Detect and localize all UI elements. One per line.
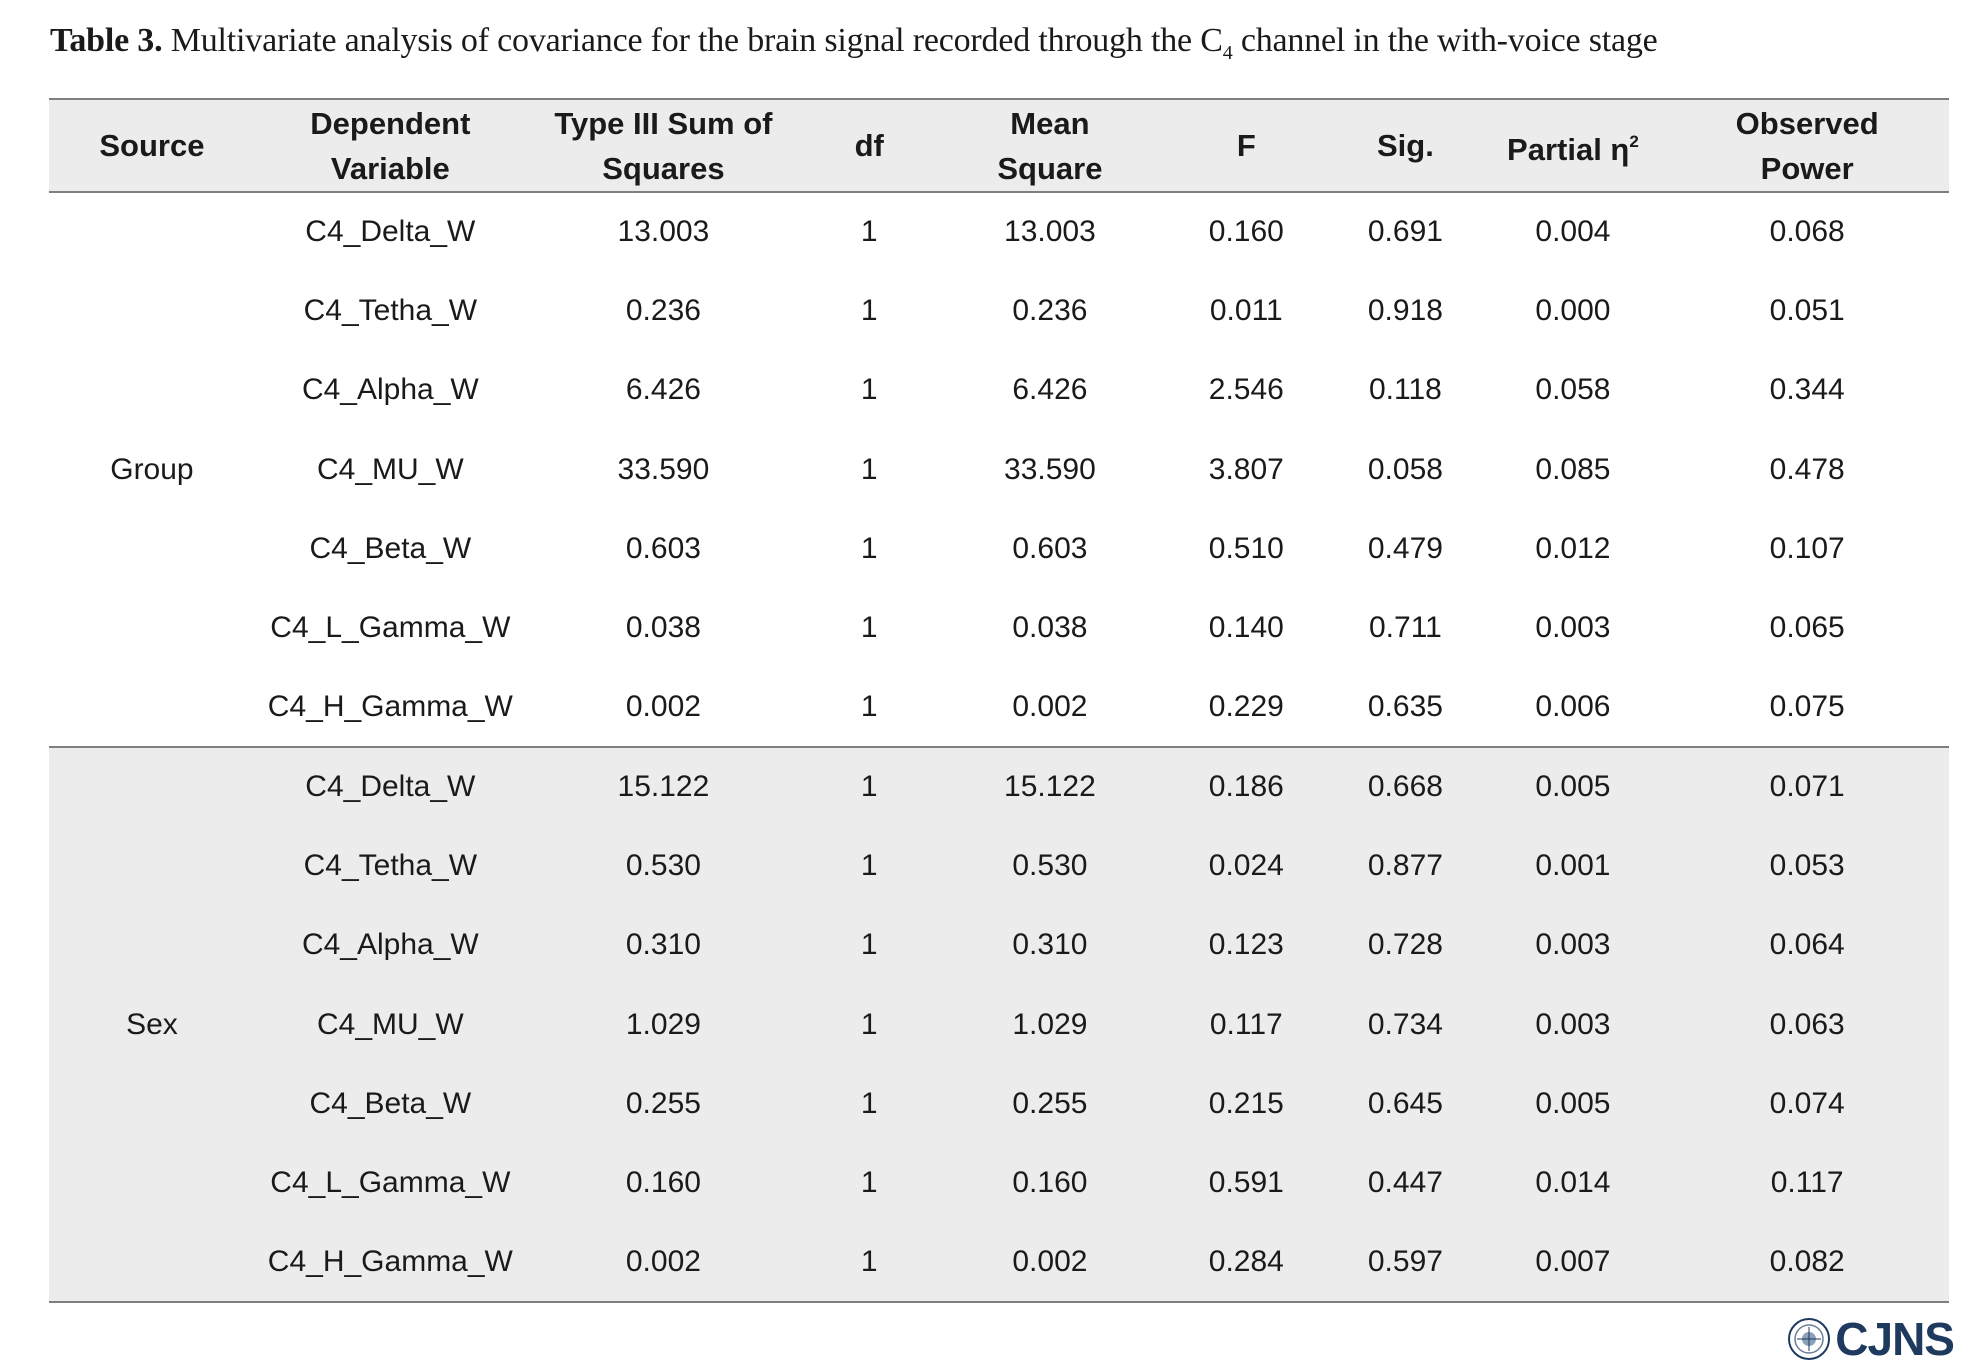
- sum-of-squares-cell: 13.003: [617, 215, 710, 249]
- observed-power-cell: 0.071: [1769, 770, 1845, 804]
- header-partial-eta: Partial $\eta^2$: [1507, 132, 1639, 167]
- partial-eta-cell: 0.003: [1535, 1007, 1611, 1041]
- mean-square-cell: 0.255: [1012, 1086, 1088, 1120]
- partial-eta-cell: 0.000: [1535, 293, 1611, 327]
- journal-seal-icon: [1787, 1317, 1831, 1361]
- df-cell: 1: [860, 1007, 878, 1041]
- dependent-variable-cell: C4_L_Gamma_W: [270, 611, 511, 645]
- sig-cell: 0.734: [1367, 1007, 1443, 1041]
- sig-cell: 0.479: [1367, 531, 1443, 565]
- partial-eta-cell: 0.003: [1535, 611, 1611, 645]
- group-section: [49, 192, 1949, 747]
- dependent-variable-cell: C4_Beta_W: [309, 531, 472, 565]
- mean-square-cell: 0.038: [1012, 611, 1088, 645]
- caption-text: Multivariate analysis of covariance for the brain signal recorded through the C: [162, 22, 1223, 59]
- df-cell: 1: [860, 452, 878, 486]
- header-observed-power: Observed Power: [1735, 105, 1879, 186]
- sig-cell: 0.635: [1367, 689, 1443, 723]
- sex-section: [49, 747, 1949, 1302]
- sum-of-squares-cell: 0.530: [625, 849, 701, 883]
- observed-power-cell: 0.051: [1769, 293, 1845, 327]
- dependent-variable-cell: C4_Alpha_W: [301, 373, 479, 407]
- caption-subscript: 4: [1222, 42, 1233, 64]
- caption-text-end: channel in the with-voice stage: [1232, 22, 1658, 59]
- sum-of-squares-cell: 0.603: [625, 531, 701, 565]
- sum-of-squares-cell: 0.160: [625, 1166, 701, 1200]
- table-row: [49, 985, 1949, 1064]
- mean-square-cell: 6.426: [1012, 373, 1088, 407]
- partial-eta-cell: 0.014: [1535, 1166, 1611, 1200]
- caption-label: Table 3.: [50, 22, 163, 59]
- mean-square-cell: 13.003: [1004, 215, 1096, 249]
- f-cell: 0.186: [1208, 770, 1284, 804]
- partial-eta-cell: 0.006: [1535, 689, 1611, 723]
- sum-of-squares-cell: 0.002: [625, 689, 701, 723]
- observed-power-cell: 0.074: [1769, 1086, 1845, 1120]
- f-cell: 0.117: [1209, 1007, 1283, 1041]
- table-row: [49, 271, 1949, 350]
- sig-cell: 0.711: [1368, 611, 1442, 645]
- f-cell: 0.160: [1208, 215, 1284, 249]
- observed-power-cell: 0.063: [1769, 1007, 1845, 1041]
- observed-power-cell: 0.064: [1769, 928, 1845, 962]
- partial-eta-cell: 0.004: [1535, 215, 1611, 249]
- journal-logo-text: CJNS: [1835, 1313, 1954, 1365]
- dependent-variable-cell: C4_H_Gamma_W: [267, 1245, 513, 1278]
- f-cell: 0.510: [1208, 531, 1284, 565]
- sig-cell: 0.668: [1367, 770, 1443, 804]
- df-cell: 1: [860, 1245, 878, 1278]
- dependent-variable-cell: C4_MU_W: [316, 1007, 464, 1041]
- observed-power-cell: 0.065: [1769, 611, 1845, 645]
- sig-cell: 0.118: [1368, 373, 1442, 407]
- mean-square-cell: 0.002: [1012, 689, 1088, 723]
- header-row: [49, 99, 1949, 192]
- observed-power-cell: 0.478: [1769, 452, 1845, 486]
- source-cell: Sex: [126, 1007, 178, 1041]
- sum-of-squares-cell: 15.122: [617, 770, 710, 804]
- journal-logo: [1787, 1312, 1954, 1366]
- observed-power-cell: 0.068: [1769, 215, 1845, 249]
- sum-of-squares-cell: 33.590: [617, 452, 710, 486]
- f-cell: 0.591: [1208, 1166, 1284, 1200]
- f-cell: 0.229: [1208, 689, 1284, 723]
- df-cell: 1: [860, 215, 878, 249]
- table-row: [49, 509, 1949, 588]
- dependent-variable-cell: C4_L_Gamma_W: [270, 1166, 511, 1200]
- observed-power-cell: 0.107: [1769, 531, 1845, 565]
- table-row: [49, 588, 1949, 667]
- table-row: [49, 826, 1949, 905]
- f-cell: 0.024: [1208, 849, 1284, 883]
- sum-of-squares-cell: 0.236: [625, 293, 701, 327]
- df-cell: 1: [860, 689, 878, 723]
- f-cell: 0.215: [1208, 1086, 1284, 1120]
- header-mean-square: Mean Square: [997, 105, 1103, 186]
- partial-eta-cell: 0.007: [1535, 1245, 1611, 1278]
- sum-of-squares-cell: 0.002: [625, 1245, 701, 1278]
- df-cell: 1: [860, 293, 878, 327]
- sum-of-squares-cell: 0.255: [625, 1086, 701, 1120]
- mean-square-cell: 1.029: [1012, 1007, 1088, 1041]
- manova-table: [49, 98, 1949, 1303]
- df-cell: 1: [860, 611, 878, 645]
- f-cell: 0.123: [1208, 928, 1284, 962]
- partial-eta-cell: 0.005: [1535, 770, 1611, 804]
- sum-of-squares-cell: 0.038: [625, 611, 701, 645]
- table-row: [49, 1064, 1949, 1143]
- mean-square-cell: 33.590: [1004, 452, 1096, 486]
- table-row: [49, 906, 1949, 985]
- header-f: F: [1236, 128, 1256, 163]
- dependent-variable-cell: C4_Delta_W: [305, 770, 476, 804]
- mean-square-cell: 0.310: [1012, 928, 1088, 962]
- partial-eta-cell: 0.085: [1535, 452, 1611, 486]
- partial-eta-cell: 0.001: [1535, 849, 1611, 883]
- table-row: [49, 192, 1949, 271]
- observed-power-cell: 0.344: [1769, 373, 1845, 407]
- dependent-variable-cell: C4_Alpha_W: [301, 928, 479, 962]
- table-row: [49, 351, 1949, 430]
- table-row: [49, 747, 1949, 826]
- sig-cell: 0.447: [1367, 1166, 1443, 1200]
- table-row: [49, 430, 1949, 509]
- header-source: Source: [99, 128, 205, 163]
- observed-power-cell: 0.082: [1769, 1245, 1845, 1278]
- observed-power-cell: 0.053: [1769, 849, 1845, 883]
- sig-cell: 0.597: [1367, 1245, 1443, 1278]
- df-cell: 1: [860, 373, 878, 407]
- sum-of-squares-cell: 0.310: [625, 928, 701, 962]
- sig-cell: 0.645: [1367, 1086, 1443, 1120]
- f-cell: 0.140: [1208, 611, 1284, 645]
- dependent-variable-cell: C4_Tetha_W: [303, 849, 478, 883]
- f-cell: 0.011: [1209, 293, 1283, 327]
- sig-cell: 0.728: [1367, 928, 1443, 962]
- header-df: df: [854, 128, 884, 163]
- sig-cell: 0.918: [1367, 293, 1443, 327]
- table-row: [49, 668, 1949, 747]
- sig-cell: 0.691: [1367, 215, 1443, 249]
- sig-cell: 0.058: [1367, 452, 1443, 486]
- header-sum-of-squares: Type III Sum of Squares: [554, 105, 773, 186]
- header-sig: Sig.: [1377, 128, 1434, 163]
- observed-power-cell: 0.075: [1769, 689, 1845, 723]
- df-cell: 1: [860, 849, 878, 883]
- f-cell: 2.546: [1208, 373, 1284, 407]
- mean-square-cell: 0.160: [1012, 1166, 1088, 1200]
- dependent-variable-cell: C4_Delta_W: [305, 215, 476, 249]
- table-row: [49, 1144, 1949, 1223]
- partial-eta-cell: 0.058: [1535, 373, 1611, 407]
- sum-of-squares-cell: 1.029: [625, 1007, 701, 1041]
- f-cell: 3.807: [1208, 452, 1284, 486]
- f-cell: 0.284: [1208, 1245, 1284, 1278]
- partial-eta-cell: 0.005: [1535, 1086, 1611, 1120]
- mean-square-cell: 0.236: [1012, 293, 1088, 327]
- sum-of-squares-cell: 6.426: [625, 373, 701, 407]
- partial-eta-cell: 0.012: [1535, 531, 1611, 565]
- dependent-variable-cell: C4_MU_W: [316, 452, 464, 486]
- mean-square-cell: 15.122: [1004, 770, 1096, 804]
- df-cell: 1: [860, 928, 878, 962]
- table-row: [49, 1223, 1949, 1302]
- sig-cell: 0.877: [1367, 849, 1443, 883]
- partial-eta-cell: 0.003: [1535, 928, 1611, 962]
- table-caption: [50, 22, 1658, 65]
- df-cell: 1: [860, 531, 878, 565]
- df-cell: 1: [860, 1086, 878, 1120]
- mean-square-cell: 0.002: [1012, 1245, 1088, 1278]
- mean-square-cell: 0.603: [1012, 531, 1088, 565]
- source-cell: Group: [110, 452, 194, 486]
- observed-power-cell: 0.117: [1770, 1166, 1844, 1200]
- header-dependent-variable: Dependent Variable: [310, 105, 471, 186]
- dependent-variable-cell: C4_Beta_W: [309, 1086, 472, 1120]
- dependent-variable-cell: C4_H_Gamma_W: [267, 689, 513, 723]
- dependent-variable-cell: C4_Tetha_W: [303, 293, 478, 327]
- df-cell: 1: [860, 770, 878, 804]
- mean-square-cell: 0.530: [1012, 849, 1088, 883]
- df-cell: 1: [860, 1166, 878, 1200]
